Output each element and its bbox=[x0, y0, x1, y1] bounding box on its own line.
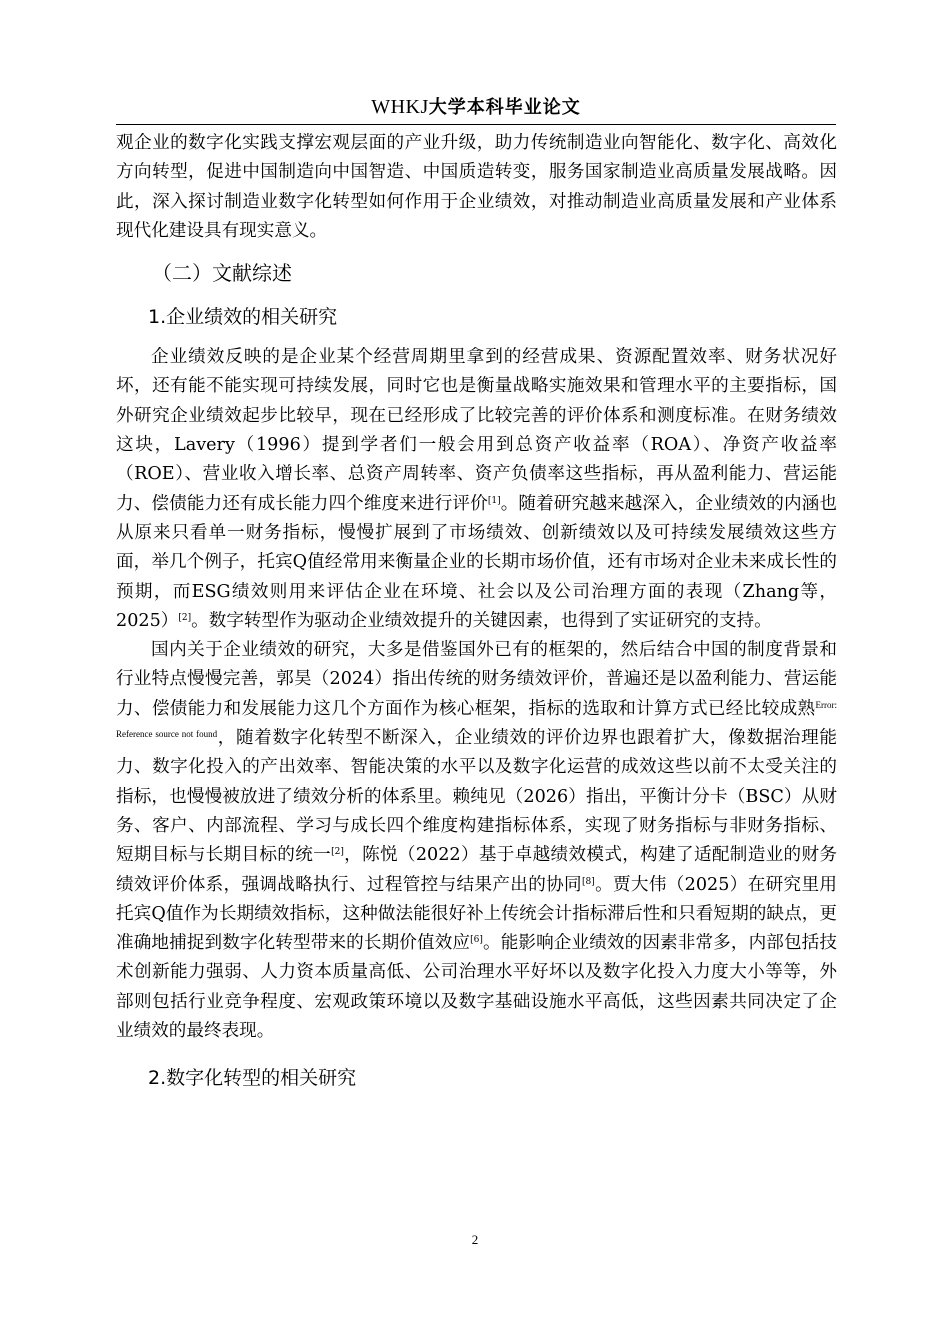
paragraph-foreign-research bbox=[116, 343, 837, 636]
subsection-heading-2: 2.数字化转型的相关研究 bbox=[148, 1067, 357, 1090]
citation-ref: [8] bbox=[581, 876, 595, 887]
header-title: 大学本科毕业论文 bbox=[428, 97, 581, 118]
paragraph-intro-continued: 观企业的数字化实践支撑宏观层面的产业升级，助力传统制造业向智能化、数字化、高效化方向转型，促进中国制造向中国智造、中国质造转变，服务国家制造业高质量发展战略。因此，深入探讨制造业数字化转型如何作用于企业绩效，对推动制造业高质量发展和产业体系现代化建设具有现实意义。 bbox=[116, 133, 837, 241]
text-run: 企业绩效反映的是企业某个经营周期里拿到的经营成果、资源配置效率、财务状况好坏，还有能不能实现可持续发展，同时它也是衡量战略实施效果和管理水平的主要指标，国外研究企业绩效起步比较早，现在已经形成了比较完善的评价体系和测度标准。在财务绩效这块，Lavery（1996）提到学者们一般会用到总资产收益率（ROA）、净资产收益率（ROE）、营业收入增长率、总资产周转率、资产负债率这些指标，再从盈利能力、营运能力、偿债能力还有成长能力四个维度来进行评价 bbox=[116, 347, 837, 514]
citation-ref: [2] bbox=[331, 847, 344, 858]
citation-ref: [6] bbox=[470, 935, 483, 946]
text-run: 。随着研究越来越深入，企业绩效的内涵也从原来只看单一财务指标，慢慢扩展到了市场绩效、创新绩效以及可持续发展绩效这些方面，举几个例子，托宾Q值经常用来衡量企业的长期市场价值，还有市场对企业未来成长性的预期，而ESG绩效则用来评估企业在环境、社会以及公司治理方面的表现（Zhang等，2025） bbox=[116, 493, 837, 631]
page-number: 2 bbox=[471, 1232, 479, 1247]
text-run: 。贾大伟（2025）在研究里用托宾Q值作为长期绩效指标，这种做法能很好补上传统会计指标滞后性和只看短期的缺点，更准确地捕捉到数字化转型带来的长期价值效应 bbox=[116, 874, 837, 954]
subsection-heading-1: 1.企业绩效的相关研究 bbox=[148, 306, 338, 329]
header-school: WHKJ bbox=[371, 96, 429, 118]
citation-ref: [1] bbox=[487, 495, 501, 506]
page-header bbox=[116, 92, 836, 125]
text-run: 国内关于企业绩效的研究，大多是借鉴国外已有的框架的，然后结合中国的制度背景和行业特点慢慢完善，郭昊（2024）指出传统的财务绩效评价，普遍还是以盈利能力、营运能力、偿债能力和发展能力这几个方面作为核心框架，指标的选取和计算方式已经比较成熟 bbox=[116, 640, 837, 719]
citation-ref: [2] bbox=[178, 612, 192, 623]
document-body bbox=[116, 129, 837, 1104]
paragraph-domestic-research bbox=[116, 636, 837, 1046]
text-run: 。数字转型作为驱动企业绩效提升的关键因素，也得到了实证研究的支持。 bbox=[191, 610, 772, 631]
text-run: ，随着数字化转型不断深入，企业绩效的评价边界也跟着扩大，像数据治理能力、数字化投入的产出效率、智能决策的水平以及数字化运营的成效这些以前不太受关注的指标，也慢慢被放进了绩效分析的体系里。赖纯见（2026）指出，平衡计分卡（BSC）从财务、客户、内部流程、学习与成长四个维度构建指标体系，实现了财务指标与非财务指标、短期目标与长期目标的统一 bbox=[116, 728, 837, 866]
text-run: 。能影响企业绩效的因素非常多，内部包括技术创新能力强弱、人力资本质量高低、公司治理水平好坏以及数字化投入力度大小等等，外部则包括行业竞争程度、宏观政策环境以及数字基础设施水平高低，这些因素共同决定了企业绩效的最终表现。 bbox=[116, 933, 837, 1042]
text-run: ，陈悦（2022）基于卓越绩效模式，构建了适配制造业的财务绩效评价体系，强调战略执行、过程管控与结果产出的协同 bbox=[116, 845, 837, 895]
reference-error-note: Error: Reference source not found bbox=[116, 699, 837, 740]
section-heading: （二）文献综述 bbox=[152, 261, 292, 286]
